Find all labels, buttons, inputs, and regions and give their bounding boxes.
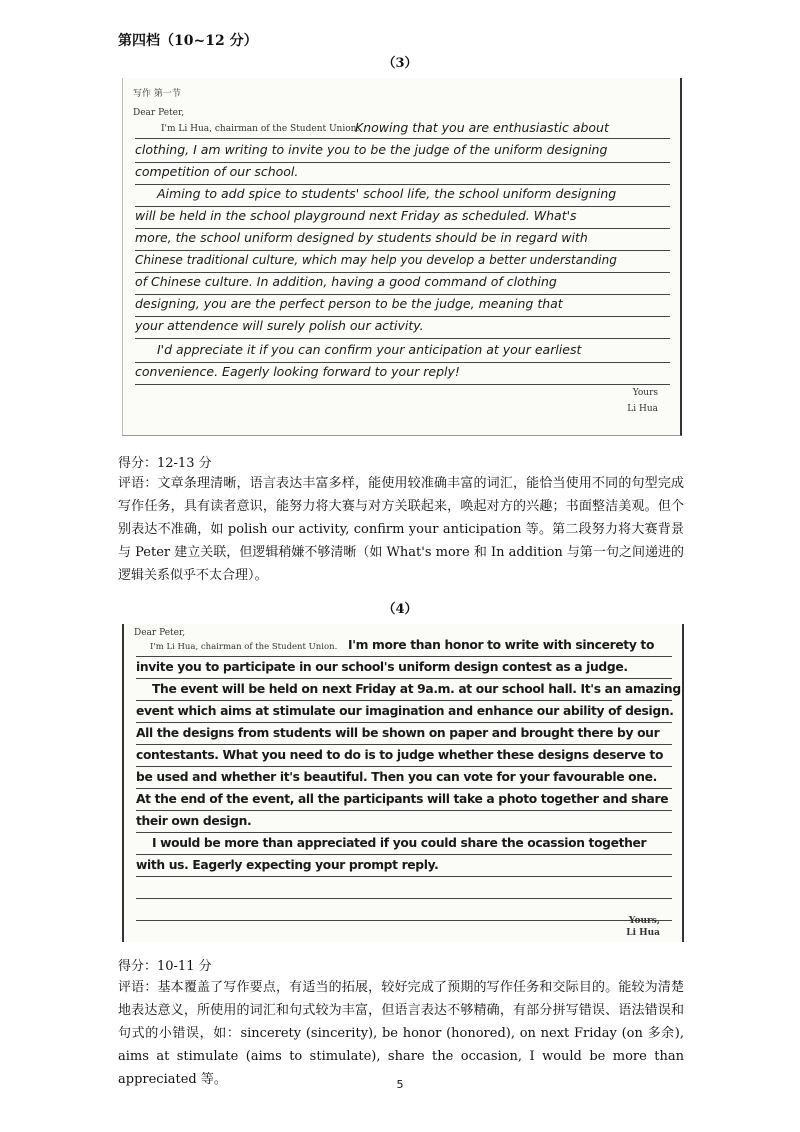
essay-line: competition of our school. — [135, 162, 670, 185]
essay-line — [136, 878, 672, 899]
handwritten-essay-scan-3 — [122, 78, 682, 436]
essay-line: The event will be held on next Friday at 9a.m. at our school hall. It's an amazing — [136, 680, 672, 701]
section-title: 第四档（10~12 分） — [118, 33, 258, 49]
sample-3-comment: 评语：文章条理清晰，语言表达丰富多样，能使用较准确丰富的词汇，能恰当使用不同的句型完成写作任务，具有读者意识，能努力将大赛与对方关联起来，唤起对方的兴趣；书面整洁美观。但个别表达不准确，如 polish our activity, confirm your anticipation 等。第二段努力将大赛背景与 Peter 建立关联，但逻辑稍嫌不够清晰（如 What's more 和 In addition 与第一句之间递进的逻辑关系似乎不太合理）。 — [118, 476, 684, 583]
page-number: 5 — [396, 1078, 404, 1091]
essay-line: Aiming to add spice to students' school life, the school uniform designing — [135, 184, 670, 207]
essay-intro-handwriting: I'm more than honor to write with sincerety to — [348, 638, 655, 652]
essay-line: more, the school uniform designed by students should be in regard with — [135, 228, 670, 251]
essay-line: designing, you are the perfect person to be the judge, meaning that — [135, 294, 670, 317]
essay-closing: Yours, — [628, 916, 660, 926]
sample-4-label: （4） — [382, 602, 418, 617]
handwritten-essay-scan-4 — [122, 624, 684, 942]
sample-4-score: 得分：10-11 分 — [118, 959, 212, 974]
essay-line: be used and whether it's beautiful. Then you can vote for your favourable one. — [136, 768, 672, 789]
essay-greeting: Dear Peter, — [133, 108, 185, 118]
essay-intro-print: I'm Li Hua, chairman of the Student Union. — [150, 642, 338, 652]
essay-header-print: 写作 第一节 — [133, 89, 181, 99]
essay-closing: Yours — [632, 388, 658, 398]
essay-line: invite you to participate in our school's uniform design contest as a judge. — [136, 658, 672, 679]
sample-3-score: 得分：12-13 分 — [118, 456, 212, 471]
sample-3-label: （3） — [382, 56, 418, 71]
essay-intro-handwriting: Knowing that you are enthusiastic about — [355, 120, 609, 135]
sample-4-comment: 评语：基本覆盖了写作要点，有适当的拓展，较好完成了预期的写作任务和交际目的。能较为清楚地表达意义，所使用的词汇和句式较为丰富，但语言表达不够精确，有部分拼写错误、语法错误和句式的小错误，如：sincerety (sincerity), be honor (honored), on next Friday (on 多余), aims at stimulate (aims to stimulate), share the occasion, I would be more than appreciated 等。 — [118, 980, 684, 1087]
essay-line: I'd appreciate it if you can confirm your anticipation at your earliest — [135, 340, 670, 363]
essay-greeting: Dear Peter, — [134, 628, 186, 638]
essay-line: Chinese traditional culture, which may help you develop a better understanding — [135, 250, 670, 273]
essay-line: event which aims at stimulate our imagination and enhance our ability of design. — [136, 702, 672, 723]
essay-line — [136, 900, 672, 921]
essay-intro-print: I'm Li Hua, chairman of the Student Union. — [161, 124, 360, 134]
essay-line: their own design. — [136, 812, 672, 833]
essay-line: clothing, I am writing to invite you to be the judge of the uniform designing — [135, 140, 670, 163]
essay-line: with us. Eagerly expecting your prompt reply. — [136, 856, 672, 877]
essay-line: convenience. Eagerly looking forward to your reply! — [135, 362, 670, 385]
essay-line: I would be more than appreciated if you could share the ocassion together — [136, 834, 672, 855]
essay-line: of Chinese culture. In addition, having a good command of clothing — [135, 272, 670, 295]
essay-line: At the end of the event, all the participants will take a photo together and share — [136, 790, 672, 811]
essay-line: will be held in the school playground next Friday as scheduled. What's — [135, 206, 670, 229]
essay-line: All the designs from students will be shown on paper and brought there by our — [136, 724, 672, 745]
essay-signature: Li Hua — [626, 928, 660, 938]
essay-signature: Li Hua — [627, 404, 658, 414]
essay-line: your attendence will surely polish our activity. — [135, 316, 670, 339]
essay-line: contestants. What you need to do is to judge whether these designs deserve to — [136, 746, 672, 767]
